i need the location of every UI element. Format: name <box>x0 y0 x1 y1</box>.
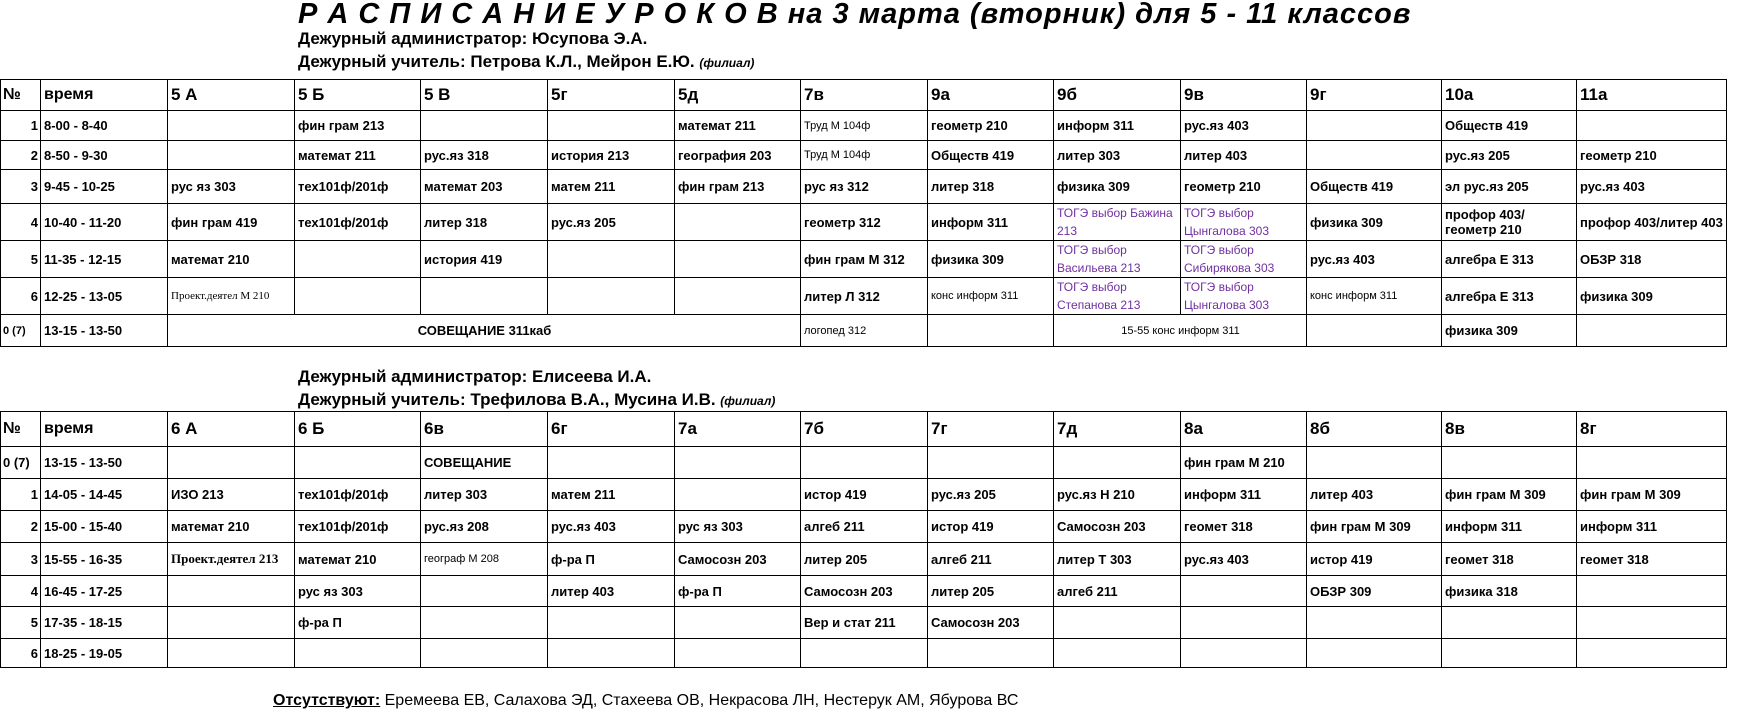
lesson-cell: тех101ф/201ф <box>295 170 421 204</box>
lesson-time: 12-25 - 13-05 <box>41 278 168 315</box>
lesson-cell: ТОГЭ выбор Цынгалова 303 <box>1181 204 1307 241</box>
lesson-cell <box>675 479 801 511</box>
lesson-row <box>1 141 1727 170</box>
lesson-cell: профор 403/геометр 210 <box>1442 204 1577 241</box>
lesson-cell: Вер и стат 211 <box>801 607 928 639</box>
lesson-cell: эл рус.яз 205 <box>1442 170 1577 204</box>
lesson-cell <box>421 111 548 141</box>
top-header-row <box>1 80 1727 111</box>
lesson-cell: физика 309 <box>928 241 1054 278</box>
lesson-cell: ТОГЭ выбор Васильева 213 <box>1054 241 1181 278</box>
lesson-cell: физика 309 <box>1577 278 1727 315</box>
lesson-number: 1 <box>1 111 41 141</box>
bottom-duty-teacher-text: Дежурный учитель: Трефилова В.А., Мусина И.В. <box>298 390 716 409</box>
lesson-number: 4 <box>1 204 41 241</box>
lesson-cell: литер 318 <box>928 170 1054 204</box>
lesson-cell: рус яз 312 <box>801 170 928 204</box>
lesson-cell: математ 210 <box>168 241 295 278</box>
bottom-branch-note: (филиал) <box>720 394 776 408</box>
lesson-cell <box>1307 607 1442 639</box>
header-number: № <box>1 412 41 447</box>
lesson-number: 2 <box>1 141 41 170</box>
lesson-cell <box>168 639 295 668</box>
class-header: 10а <box>1442 80 1577 111</box>
lesson-cell: Самосозн 203 <box>928 607 1054 639</box>
lesson-cell: алгебра Е 313 <box>1442 278 1577 315</box>
lesson-cell: история 213 <box>548 141 675 170</box>
lesson-cell: рус.яз 208 <box>421 511 548 543</box>
lesson-row <box>1 170 1727 204</box>
lesson-cell: рус.яз 205 <box>1442 141 1577 170</box>
class-header: 5 Б <box>295 80 421 111</box>
lesson-cell <box>1577 315 1727 347</box>
lesson-cell: рус.яз 403 <box>548 511 675 543</box>
lesson-row <box>1 447 1727 479</box>
lesson-cell: Труд М 104ф <box>801 141 928 170</box>
lesson-time: 17-35 - 18-15 <box>41 607 168 639</box>
absent-names: Еремеева ЕВ, Салахова ЭД, Стахеева ОВ, Некрасова ЛН, Нестерук АМ, Ябурова ВС <box>380 692 1019 709</box>
class-header: 7б <box>801 412 928 447</box>
lesson-cell <box>168 607 295 639</box>
lesson-cell: ф-ра П <box>548 543 675 576</box>
lesson-cell: ТОГЭ выбор Степанова 213 <box>1054 278 1181 315</box>
lesson-cell: ТОГЭ выбор Цынгалова 303 <box>1181 278 1307 315</box>
bottom-duty-admin: Дежурный администратор: Елисеева И.А. <box>298 367 652 386</box>
lesson-cell: физика 309 <box>1442 315 1577 347</box>
lesson-number: 3 <box>1 543 41 576</box>
lesson-time: 13-15 - 13-50 <box>41 447 168 479</box>
lesson-cell: геометр 210 <box>1181 170 1307 204</box>
lesson-cell: рус.яз 403 <box>1577 170 1727 204</box>
class-header: 11а <box>1577 80 1727 111</box>
lesson-cell: Обществ 419 <box>1442 111 1577 141</box>
lesson-cell: рус яз 303 <box>295 576 421 607</box>
lesson-cell <box>1577 639 1727 668</box>
class-header: 7г <box>928 412 1054 447</box>
class-header: 8а <box>1181 412 1307 447</box>
lesson-cell: фин грам 419 <box>168 204 295 241</box>
lesson-cell: фин грам М 210 <box>1181 447 1307 479</box>
lesson-cell: ОБЗР 318 <box>1577 241 1727 278</box>
lesson-cell <box>168 576 295 607</box>
lesson-cell: информ 311 <box>1054 111 1181 141</box>
lesson-cell <box>168 447 295 479</box>
lesson-cell: алгеб 211 <box>928 543 1054 576</box>
lesson-cell: литер 303 <box>1054 141 1181 170</box>
lesson-cell: Обществ 419 <box>1307 170 1442 204</box>
lesson-time: 9-45 - 10-25 <box>41 170 168 204</box>
lesson-time: 18-25 - 19-05 <box>41 639 168 668</box>
lesson-cell: Проект.деятел 213 <box>168 543 295 576</box>
class-header: 9б <box>1054 80 1181 111</box>
lesson-number: 4 <box>1 576 41 607</box>
lesson-cell: рус.яз 403 <box>1307 241 1442 278</box>
lesson-cell: информ 311 <box>1577 511 1727 543</box>
lesson-cell <box>548 278 675 315</box>
lesson-cell <box>548 111 675 141</box>
bottom-schedule-table <box>0 411 1727 668</box>
lesson-cell <box>1054 607 1181 639</box>
lesson-cell: геометр 312 <box>801 204 928 241</box>
lesson-cell: фин грам М 309 <box>1442 479 1577 511</box>
lesson-cell <box>928 639 1054 668</box>
lesson-time: 15-55 - 16-35 <box>41 543 168 576</box>
lesson-row <box>1 241 1727 278</box>
lesson-cell: геометр 210 <box>1577 141 1727 170</box>
lesson-cell <box>1442 447 1577 479</box>
top-duty-teacher-text: Дежурный учитель: Петрова К.Л., Мейрон Е.Ю. <box>298 52 695 71</box>
lesson-cell: литер 403 <box>1307 479 1442 511</box>
lesson-cell: ф-ра П <box>295 607 421 639</box>
lesson-cell: рус.яз 403 <box>1181 543 1307 576</box>
lesson-cell: ТОГЭ выбор Бажина 213 <box>1054 204 1181 241</box>
lesson-cell: фин грам М 309 <box>1577 479 1727 511</box>
lesson-cell <box>1181 607 1307 639</box>
lesson-cell <box>548 241 675 278</box>
lesson-cell: конс информ 311 <box>928 278 1054 315</box>
lesson-number: 6 <box>1 278 41 315</box>
lesson-cell: тех101ф/201ф <box>295 479 421 511</box>
class-header: 9а <box>928 80 1054 111</box>
lesson-cell <box>1307 111 1442 141</box>
lesson-cell <box>1181 639 1307 668</box>
lesson-cell: географ М 208 <box>421 543 548 576</box>
lesson-cell: математ 210 <box>295 543 421 576</box>
lesson-number: 5 <box>1 607 41 639</box>
lesson-cell: литер Л 312 <box>801 278 928 315</box>
lesson-cell: Самосозн 203 <box>801 576 928 607</box>
lesson-cell <box>421 639 548 668</box>
lesson-cell: тех101ф/201ф <box>295 511 421 543</box>
class-header: 8в <box>1442 412 1577 447</box>
lesson-time: 10-40 - 11-20 <box>41 204 168 241</box>
lesson-cell <box>675 204 801 241</box>
lesson-cell <box>421 607 548 639</box>
lesson-cell: геомет 318 <box>1442 543 1577 576</box>
lesson-cell: Труд М 104ф <box>801 111 928 141</box>
lesson-cell: алгеб 211 <box>801 511 928 543</box>
lesson-number: 5 <box>1 241 41 278</box>
lesson-cell <box>1577 576 1727 607</box>
lesson-cell: ф-ра П <box>675 576 801 607</box>
lesson-cell: история 419 <box>421 241 548 278</box>
lesson-cell <box>928 447 1054 479</box>
lesson-number: 1 <box>1 479 41 511</box>
class-header: 8г <box>1577 412 1727 447</box>
lesson-cell: физика 318 <box>1442 576 1577 607</box>
lesson-cell: фин грам 213 <box>675 170 801 204</box>
lesson-cell: СОВЕЩАНИЕ <box>421 447 548 479</box>
lesson-cell: рус.яз 318 <box>421 141 548 170</box>
lesson-row <box>1 543 1727 576</box>
lesson-cell: литер 205 <box>801 543 928 576</box>
lesson-cell <box>1181 576 1307 607</box>
lesson-cell: математ 203 <box>421 170 548 204</box>
lesson-number: 2 <box>1 511 41 543</box>
lesson-cell <box>295 278 421 315</box>
lesson-cell <box>675 639 801 668</box>
class-header: 7д <box>1054 412 1181 447</box>
lesson-cell <box>675 241 801 278</box>
lesson-cell: физика 309 <box>1054 170 1181 204</box>
lesson-time: 8-50 - 9-30 <box>41 141 168 170</box>
lesson-cell: Проект.деятел М 210 <box>168 278 295 315</box>
lesson-cell <box>675 278 801 315</box>
lesson-cell: литер 205 <box>928 576 1054 607</box>
lesson-cell <box>548 447 675 479</box>
lesson-cell: рус.яз 205 <box>548 204 675 241</box>
lesson-cell <box>548 639 675 668</box>
lesson-cell <box>1054 639 1181 668</box>
lesson-cell: информ 311 <box>1442 511 1577 543</box>
lesson-cell: ОБЗР 309 <box>1307 576 1442 607</box>
lesson-cell: литер Т 303 <box>1054 543 1181 576</box>
lesson-row-zero <box>1 315 1727 347</box>
class-header: 5 А <box>168 80 295 111</box>
class-header: 5г <box>548 80 675 111</box>
lesson-cell: информ 311 <box>1181 479 1307 511</box>
lesson-cell <box>1307 141 1442 170</box>
top-duty-admin: Дежурный администратор: Юсупова Э.А. <box>298 29 648 48</box>
lesson-cell: рус.яз 403 <box>1181 111 1307 141</box>
lesson-cell: Обществ 419 <box>928 141 1054 170</box>
lesson-cell <box>421 278 548 315</box>
header-time: время <box>41 80 168 111</box>
lesson-cell: истор 419 <box>1307 543 1442 576</box>
lesson-number: 6 <box>1 639 41 668</box>
lesson-cell: геометр 210 <box>928 111 1054 141</box>
lesson-cell <box>168 141 295 170</box>
lesson-cell: информ 311 <box>928 204 1054 241</box>
lesson-cell: геомет 318 <box>1181 511 1307 543</box>
lesson-cell <box>1577 111 1727 141</box>
lesson-cell: геомет 318 <box>1577 543 1727 576</box>
class-header: 9в <box>1181 80 1307 111</box>
lesson-cell: математ 211 <box>675 111 801 141</box>
lesson-number: 3 <box>1 170 41 204</box>
bottom-duty-teacher <box>298 390 775 410</box>
lesson-row <box>1 278 1727 315</box>
lesson-cell: тех101ф/201ф <box>295 204 421 241</box>
lesson-cell: алгеб 211 <box>1054 576 1181 607</box>
class-header: 7а <box>675 412 801 447</box>
lesson-cell <box>1577 447 1727 479</box>
top-branch-note: (филиал) <box>699 56 755 70</box>
lesson-cell: алгебра Е 313 <box>1442 241 1577 278</box>
lesson-cell <box>801 447 928 479</box>
lesson-cell <box>548 607 675 639</box>
lesson-row <box>1 576 1727 607</box>
lesson-number: 0 (7) <box>1 447 41 479</box>
lesson-cell: литер 318 <box>421 204 548 241</box>
lesson-cell: конс информ 311 <box>1307 278 1442 315</box>
lesson-time: 16-45 - 17-25 <box>41 576 168 607</box>
lesson-cell: рус.яз 205 <box>928 479 1054 511</box>
class-header: 7в <box>801 80 928 111</box>
lesson-cell: ИЗО 213 <box>168 479 295 511</box>
lesson-time: 15-00 - 15-40 <box>41 511 168 543</box>
class-header: 5 В <box>421 80 548 111</box>
lesson-number: 0 (7) <box>1 315 41 347</box>
lesson-cell <box>295 447 421 479</box>
lesson-cell <box>421 576 548 607</box>
lesson-time: 13-15 - 13-50 <box>41 315 168 347</box>
lesson-time: 14-05 - 14-45 <box>41 479 168 511</box>
lesson-row <box>1 479 1727 511</box>
lesson-cell: фин грам М 312 <box>801 241 928 278</box>
lesson-row <box>1 607 1727 639</box>
lesson-cell: рус яз 303 <box>168 170 295 204</box>
page-title: Р А С П И С А Н И Е У Р О К О В на 3 марта (вторник) для 5 - 11 классов <box>298 0 1412 30</box>
lesson-cell: литер 403 <box>1181 141 1307 170</box>
lesson-cell: истор 419 <box>928 511 1054 543</box>
class-header: 6 Б <box>295 412 421 447</box>
lesson-row <box>1 639 1727 668</box>
lesson-row <box>1 511 1727 543</box>
lesson-time: 11-35 - 12-15 <box>41 241 168 278</box>
lesson-cell: логопед 312 <box>801 315 928 347</box>
lesson-cell <box>928 315 1054 347</box>
bottom-header-row <box>1 412 1727 447</box>
lesson-cell: математ 210 <box>168 511 295 543</box>
lesson-cell <box>1577 607 1727 639</box>
lesson-cell: рус яз 303 <box>675 511 801 543</box>
absent-label: Отсутствуют: <box>273 692 381 709</box>
lesson-cell <box>801 639 928 668</box>
lesson-cell: ТОГЭ выбор Сибирякова 303 <box>1181 241 1307 278</box>
lesson-cell <box>1054 447 1181 479</box>
class-header: 5д <box>675 80 801 111</box>
meeting-cell: СОВЕЩАНИЕ 311каб <box>168 315 801 347</box>
lesson-cell: профор 403/литер 403 <box>1577 204 1727 241</box>
lesson-cell <box>1307 639 1442 668</box>
lesson-cell <box>1442 639 1577 668</box>
lesson-cell: физика 309 <box>1307 204 1442 241</box>
lesson-cell: математ 211 <box>295 141 421 170</box>
class-header: 6 А <box>168 412 295 447</box>
class-header: 8б <box>1307 412 1442 447</box>
lesson-cell <box>168 111 295 141</box>
lesson-cell: истор 419 <box>801 479 928 511</box>
lesson-cell: Самосозн 203 <box>1054 511 1181 543</box>
lesson-cell <box>675 607 801 639</box>
lesson-cell <box>1307 315 1442 347</box>
lesson-cell: матем 211 <box>548 479 675 511</box>
lesson-cell: 15-55 конс информ 311 <box>1054 315 1307 347</box>
header-time: время <box>41 412 168 447</box>
lesson-cell: литер 303 <box>421 479 548 511</box>
lesson-cell: рус.яз Н 210 <box>1054 479 1181 511</box>
lesson-cell: матем 211 <box>548 170 675 204</box>
top-duty-teacher <box>298 52 754 72</box>
absent-line <box>273 692 1018 710</box>
lesson-time: 8-00 - 8-40 <box>41 111 168 141</box>
lesson-cell: география 203 <box>675 141 801 170</box>
lesson-cell: фин грам М 309 <box>1307 511 1442 543</box>
class-header: 6в <box>421 412 548 447</box>
lesson-row <box>1 204 1727 241</box>
lesson-cell: фин грам 213 <box>295 111 421 141</box>
lesson-cell: литер 403 <box>548 576 675 607</box>
lesson-cell: Самосозн 203 <box>675 543 801 576</box>
lesson-cell <box>295 639 421 668</box>
class-header: 9г <box>1307 80 1442 111</box>
class-header: 6г <box>548 412 675 447</box>
header-number: № <box>1 80 41 111</box>
lesson-cell <box>1307 447 1442 479</box>
lesson-row <box>1 111 1727 141</box>
lesson-cell <box>1442 607 1577 639</box>
lesson-cell <box>295 241 421 278</box>
lesson-cell <box>675 447 801 479</box>
top-schedule-table <box>0 79 1727 347</box>
